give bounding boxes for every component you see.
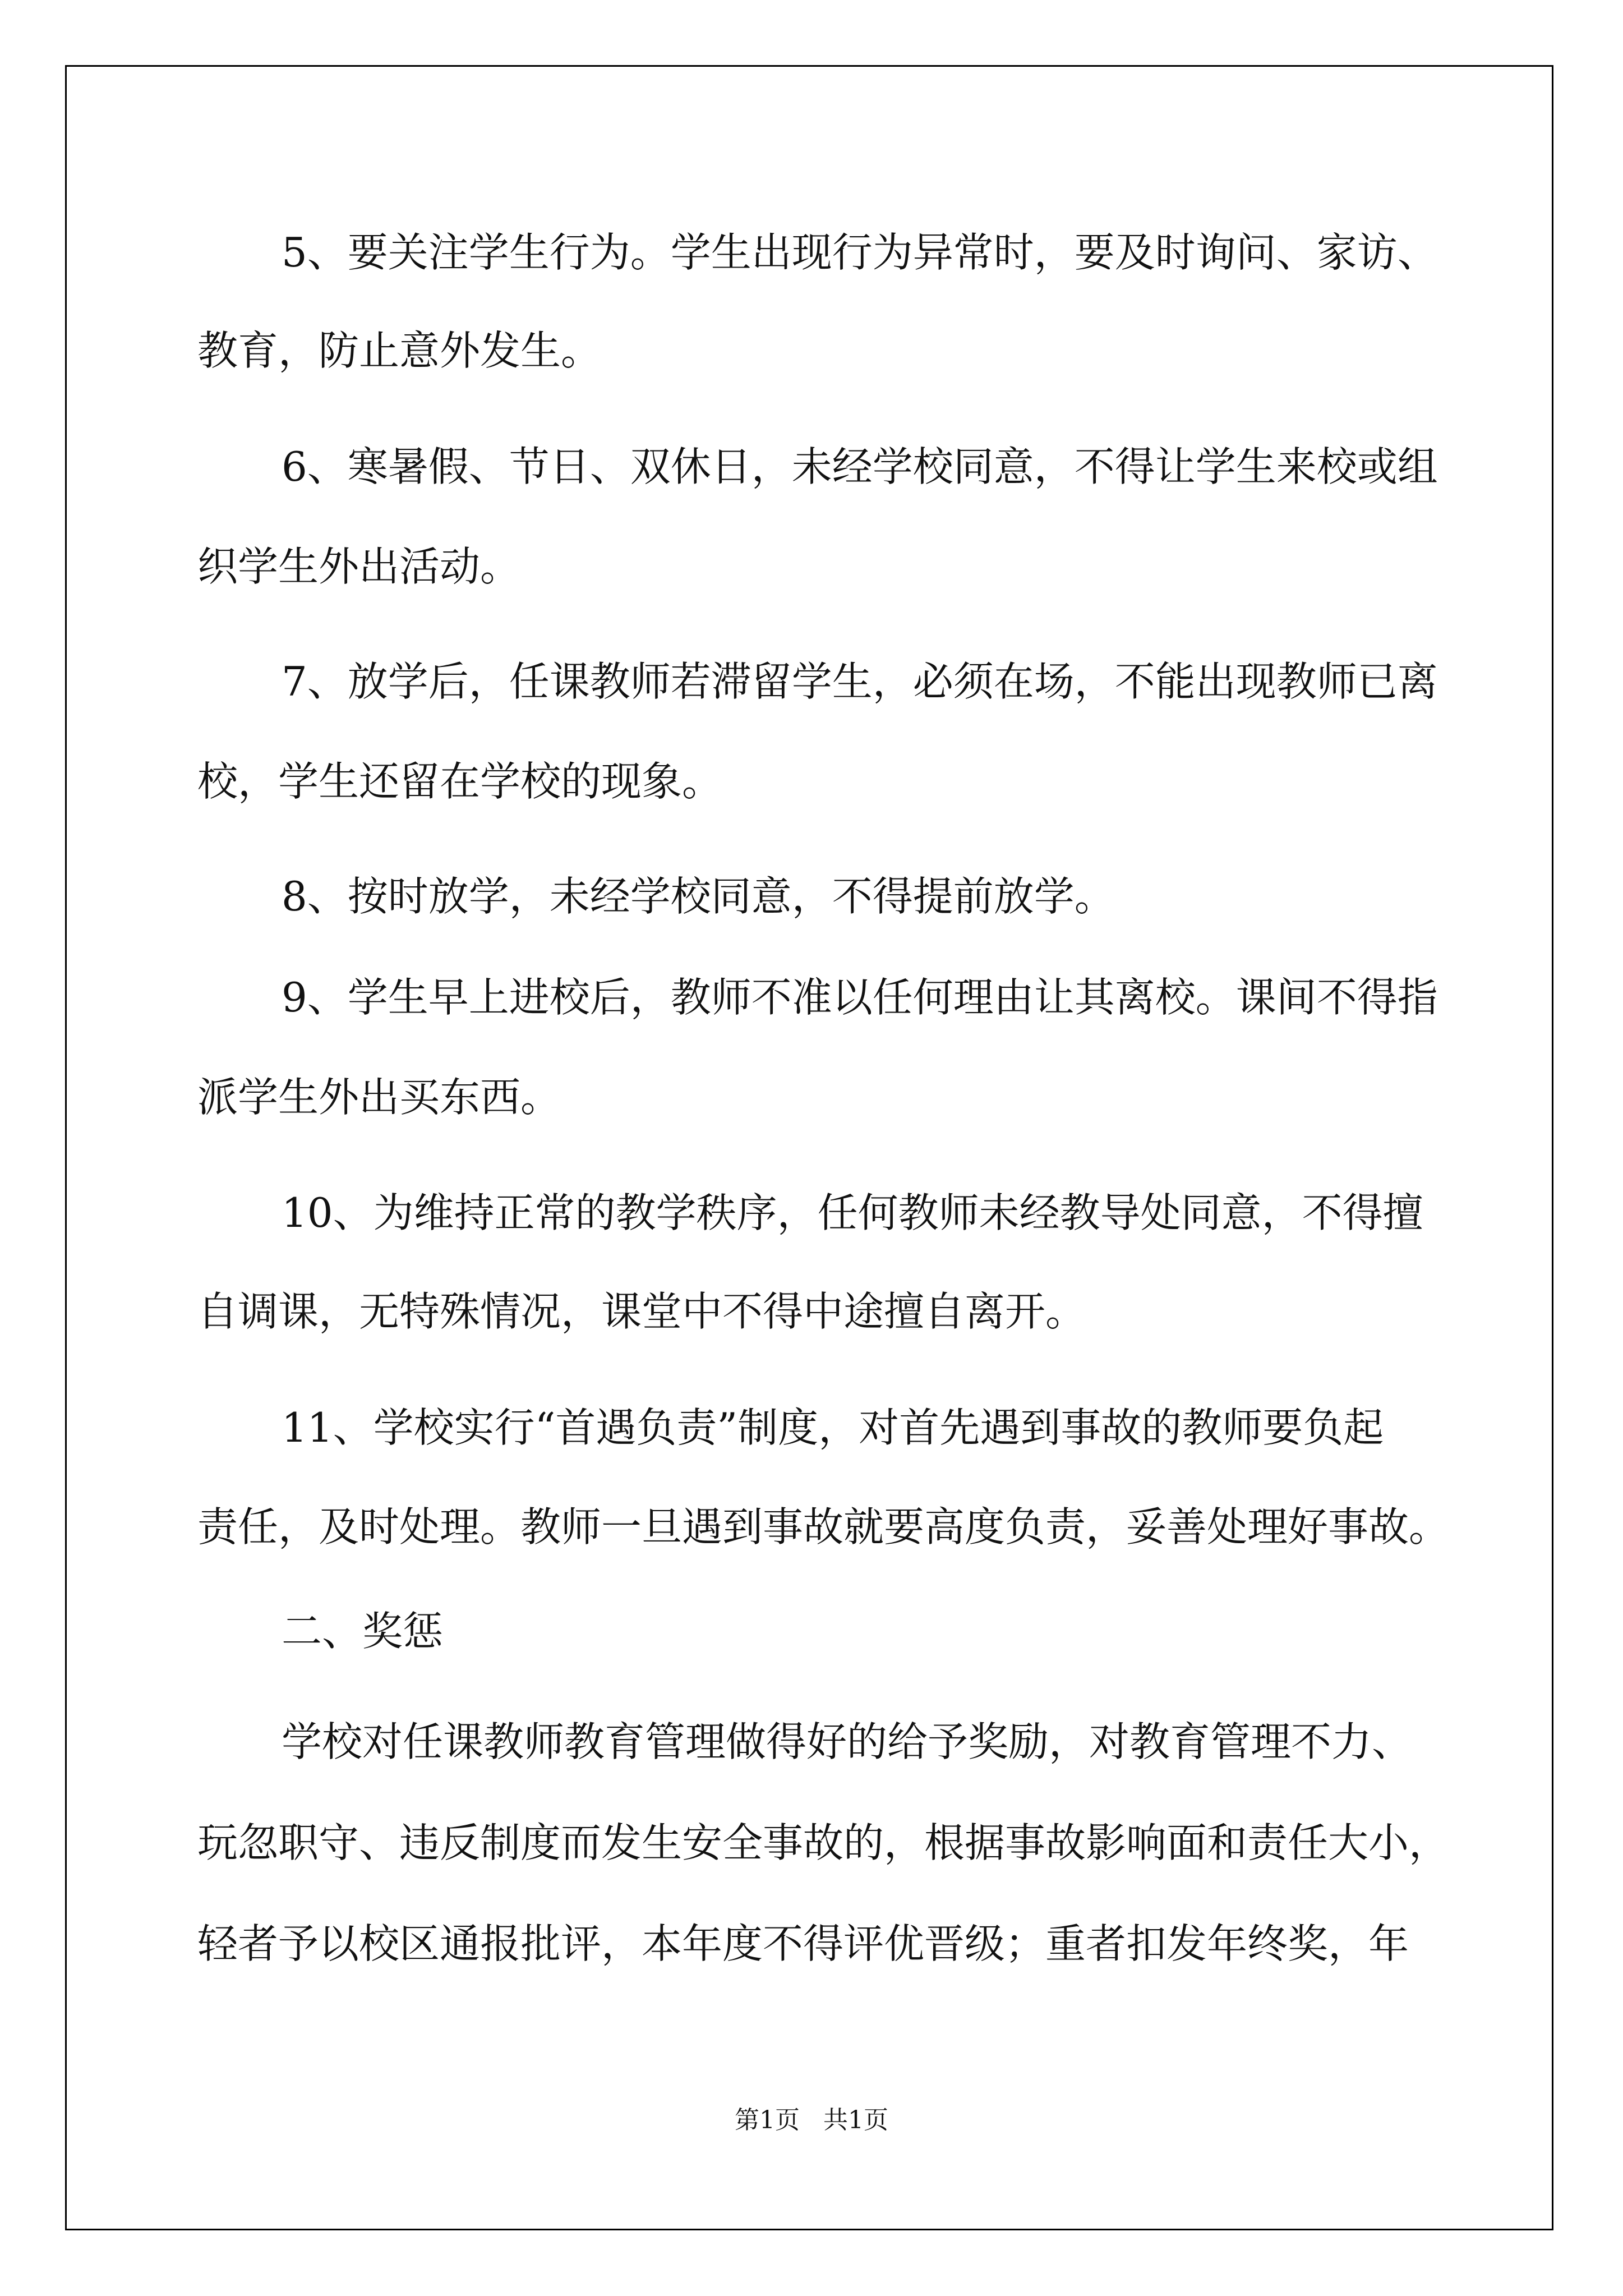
paragraph-line: 校，学生还留在学校的现象。 xyxy=(197,758,723,805)
paragraph-line: 6、寒暑假、节日、双休日，未经学校同意，不得让学生来校或组 xyxy=(282,443,1438,490)
paragraph-line: 玩忽职守、违反制度而发生安全事故的，根据事故影响面和责任大小， xyxy=(197,1819,1450,1866)
paragraph-line: 10、为维持正常的教学秩序，任何教师未经教导处同意，不得擅 xyxy=(282,1189,1423,1236)
paragraph-line: 8、按时放学，未经学校同意，不得提前放学。 xyxy=(282,873,1115,920)
paragraph-line: 11、学校实行“首遇负责”制度，对首先遇到事故的教师要负起 xyxy=(282,1404,1384,1451)
paragraph-line: 责任，及时处理。教师一旦遇到事故就要高度负责，妥善处理好事故。 xyxy=(197,1503,1450,1550)
page-frame xyxy=(65,65,1553,2230)
paragraph-line: 派学生外出买东西。 xyxy=(197,1074,561,1121)
paragraph-line: 5、要关注学生行为。学生出现行为异常时，要及时询问、家访、 xyxy=(282,229,1438,276)
page-number-footer: 第1页 共1页 xyxy=(735,2106,888,2134)
paragraph-line: 自调课，无特殊情况，课堂中不得中途擅自离开。 xyxy=(197,1288,1086,1335)
paragraph-line: 教育，防止意外发生。 xyxy=(197,327,602,374)
section-heading: 二、奖惩 xyxy=(282,1608,444,1655)
paragraph-line: 织学生外出活动。 xyxy=(197,543,521,590)
paragraph-line: 轻者予以校区通报批评，本年度不得评优晋级；重者扣发年终奖，年 xyxy=(197,1920,1409,1967)
paragraph-line: 7、放学后，任课教师若滞留学生，必须在场，不能出现教师已离 xyxy=(282,658,1438,705)
paragraph-line: 9、学生早上进校后，教师不准以任何理由让其离校。课间不得指 xyxy=(282,974,1438,1021)
paragraph-line: 学校对任课教师教育管理做得好的给予奖励，对教育管理不力、 xyxy=(282,1718,1413,1765)
